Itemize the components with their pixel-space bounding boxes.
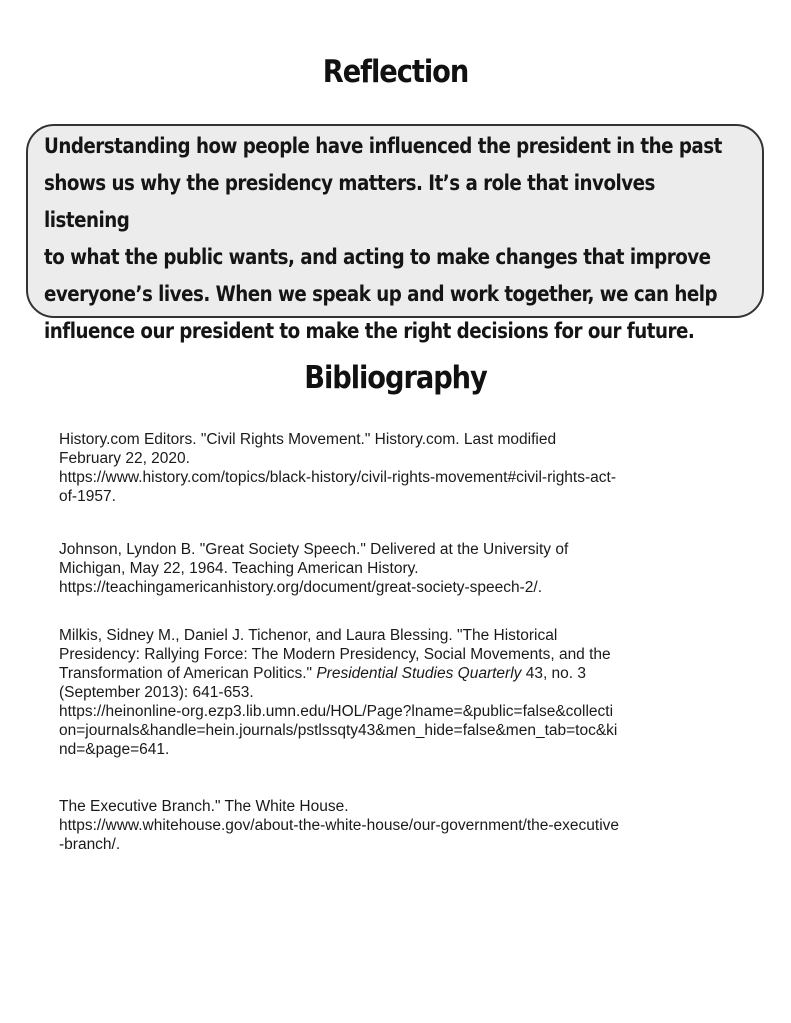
bibliography-url[interactable]: https://heinonline-org.ezp3.lib.umn.edu/HOL/Page?lname=&public=false&collecti: [59, 703, 614, 720]
bibliography-heading: Bibliography: [304, 360, 487, 396]
journal-title: Presidential Studies Quarterly: [316, 665, 522, 682]
bibliography-url[interactable]: of-1957.: [59, 488, 116, 505]
bibliography-entry-history-com: [59, 430, 759, 506]
reflection-text: Understanding how people have influenced the president in the past shows us why the presidency matters. It’s a role that involves listening to what the public wants, and acting to make changes that improve everyone’s lives. When we speak up and work together, we can help influence our president to make the right decisions for our future.: [44, 134, 722, 344]
bibliography-line: February 22, 2020.: [59, 450, 190, 467]
bibliography-line: (September 2013): 641-653.: [59, 684, 254, 701]
bibliography-text: Transformation of American Politics.": [59, 665, 313, 682]
bibliography-url[interactable]: on=journals&handle=hein.journals/pstlssqty43&men_hide=false&men_tab=toc&ki: [59, 722, 618, 739]
bibliography-line: Presidency: Rallying Force: The Modern Presidency, Social Movements, and the: [59, 646, 611, 663]
bibliography-url[interactable]: -branch/.: [59, 836, 121, 853]
journal-details: 43, no. 3: [521, 665, 587, 682]
bibliography-line: Michigan, May 22, 1964. Teaching American History.: [59, 560, 419, 577]
bibliography-url[interactable]: https://teachingamericanhistory.org/document/great-society-speech-2/.: [59, 579, 543, 596]
bibliography-entry-milkis: [59, 626, 759, 759]
bibliography-line: Milkis, Sidney M., Daniel J. Tichenor, and Laura Blessing. "The Historical: [59, 627, 558, 644]
bibliography-entry-johnson: [59, 540, 759, 597]
reflection-heading: Reflection: [322, 54, 469, 90]
bibliography-line-with-journal: [59, 664, 759, 683]
bibliography-line: Johnson, Lyndon B. "Great Society Speech." Delivered at the University of: [59, 541, 569, 558]
bibliography-line: History.com Editors. "Civil Rights Movement." History.com. Last modified: [59, 431, 557, 448]
bibliography-entry-white-house: [59, 797, 759, 854]
bibliography-url[interactable]: nd=&page=641.: [59, 741, 170, 758]
bibliography-url[interactable]: https://www.history.com/topics/black-history/civil-rights-movement#civil-rights-act-: [59, 469, 616, 486]
bibliography-line: The Executive Branch." The White House.: [59, 798, 349, 815]
bibliography-url[interactable]: https://www.whitehouse.gov/about-the-white-house/our-government/the-executive: [59, 817, 620, 834]
